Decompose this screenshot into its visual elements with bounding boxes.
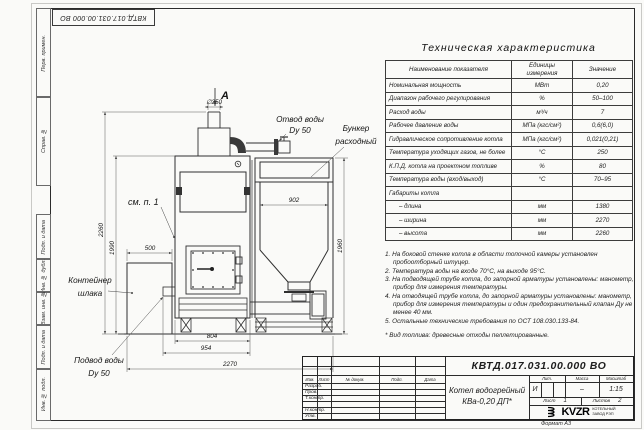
side-label-inv-dubl: Инв. № дубл. (36, 258, 51, 293)
col-parameter: Наименование показателя (386, 61, 512, 79)
dim-mid-width: 954 (200, 345, 212, 352)
dim-total-height: 2260 (98, 222, 105, 238)
door-hinge-bottom (236, 276, 242, 283)
outlet-valve (278, 141, 290, 153)
dim-boiler-width: 804 (206, 333, 218, 340)
dim-chimney-diameter-label: ∅250 (206, 99, 222, 106)
table-row-group: Габариты котла (386, 187, 633, 201)
boiler-feet (181, 318, 246, 332)
side-label-podp-data-1: Подп. и дата (36, 214, 51, 260)
slag-container (127, 263, 172, 334)
col-units: Единицы измерения (512, 61, 573, 79)
door-hinge-top (236, 257, 242, 264)
mass-value: – (580, 386, 584, 393)
outlet-flange (274, 139, 278, 155)
table-row: К.П.Д. котла на проектном топливе % 80 (386, 160, 633, 174)
format-note: Формат А3 (540, 421, 572, 427)
technical-notes (385, 251, 635, 340)
note-2: 2. Температура воды на входе 70°С, на выходе 95°С. (385, 267, 546, 275)
view-a-label: А (221, 90, 229, 102)
spec-table (385, 60, 633, 241)
label-water-out-2: Dy 50 (289, 126, 311, 135)
col-value: Значение (573, 61, 633, 79)
col-dokum: № докум. (345, 376, 365, 382)
boiler-assembly-drawing (50, 8, 394, 380)
col-data: Дата (424, 376, 436, 382)
table-row: – ширина мм 2270 (386, 214, 633, 228)
side-label-perv-primen: Перв. примен. (36, 8, 51, 98)
table-row: Гидравлическое сопротивление котла МПа (кгс/см²) 0,021(0,21) (386, 133, 633, 147)
scale-value: 1:15 (609, 386, 623, 393)
dim-container-width: 500 (144, 245, 156, 252)
panel-clamp-right (244, 187, 250, 195)
product-name: Котел водогрейный КВа-0,20 ДП* (448, 386, 526, 406)
note-5: 5. Остальные технические требования по ОСТ 108.030.133-84. (385, 317, 580, 325)
screw-feeder (250, 291, 326, 319)
label-slag-1: Контейнер (68, 276, 112, 285)
table-row: Расход воды м³/ч 7 (386, 106, 633, 120)
kvzr-logo-icon (546, 406, 558, 418)
label-water-out-1: Отвод воды (276, 115, 324, 124)
table-row: Диапазон рабочего регулирования % 50–100 (386, 92, 633, 106)
note-3: 3. На подводящей трубе котла, до запорной арматуры установлены: манометр, прибор для измерения температуры. (385, 276, 634, 292)
row-tkontr: Т.контр. (305, 395, 325, 401)
label-water-in-1: Подвод воды (74, 356, 124, 365)
leader-water-in (112, 297, 163, 355)
label-water-in-2: Dy 50 (88, 369, 110, 378)
sheets-cell: Листов 2 (592, 398, 622, 404)
title-block (302, 356, 634, 420)
row-utv: Утв. (305, 413, 316, 419)
label-hopper-2: расходный (335, 137, 377, 146)
hopper-frame (255, 318, 333, 332)
sheet-cell: Лист 1 (543, 398, 567, 404)
table-row: Рабочее давление воды МПа (кгс/см²) 0,6(6,0) (386, 119, 633, 133)
dim-hopper-height: 1960 (337, 238, 344, 254)
company-subtitle: КОТЕЛЬНЫЙ ЗАВОД РЭП (592, 407, 616, 416)
note-1: 1. На боковой стенке котла в области топочной камеры установлен пробоотборный штуцер. (385, 251, 598, 266)
side-label-vzam-inv: Взам. инв. № (36, 291, 51, 326)
dim-total-width: 2270 (222, 361, 238, 368)
side-label-podp-data-2: Подп. и дата (36, 324, 51, 370)
row-razrab: Разраб. (305, 383, 323, 389)
top-rotated-stamp: КВТД.017.031.00.000 ВО (52, 9, 155, 26)
lit-value: И (532, 386, 538, 393)
spec-header-row (386, 61, 633, 79)
table-row: Температура воды (вход/выход) °С 70–95 (386, 173, 633, 187)
panel-clamp-left (176, 187, 182, 195)
table-row: Номинальная мощность МВт 0,20 (386, 79, 633, 93)
dim-body-height: 1990 (109, 240, 116, 256)
hopper-spout (288, 282, 310, 290)
leader-slag (108, 291, 132, 293)
dim-hopper-width: 902 (288, 197, 300, 204)
col-list: Лист (318, 376, 330, 382)
scale-label: Масштаб (605, 376, 627, 381)
fuel-note: * Вид топлива: древесные отходы пеллетированные. (385, 332, 550, 340)
technical-characteristics (385, 42, 632, 241)
table-row: Температура уходящих газов, не более °С 250 (386, 146, 633, 160)
col-izm: Изм. (305, 376, 315, 382)
side-label-sprav-no: Справ. № (36, 96, 51, 186)
water-inlet-stub (163, 287, 175, 296)
table-row: – длина мм 1380 (386, 200, 633, 214)
row-nkontr: Н.контр. (305, 407, 326, 413)
mass-label: Масса (575, 376, 589, 381)
chimney (198, 112, 230, 156)
note-4: 4. На отводящей трубе котла, до запорной арматуры установлены: манометр, прибор для измерения температуры и один предохранительный клапан Ду не менее 40 мм. (385, 293, 633, 316)
label-slag-2: шлака (77, 289, 103, 298)
spec-table-title: Техническая характеристика (421, 42, 596, 54)
water-outlet-pipe (230, 137, 290, 155)
company-cell (529, 405, 633, 419)
ash-section (179, 298, 247, 318)
doc-number: КВТД.017.031.00.000 ВО (471, 360, 607, 372)
upper-panel (180, 172, 246, 212)
row-prov: Пров. (305, 389, 318, 395)
company-name: KVZR (561, 406, 590, 418)
label-hopper-1: Бункер (342, 124, 370, 133)
col-podp: Подп. (391, 376, 403, 382)
label-see-note: см. п. 1 (128, 197, 159, 207)
table-row: – высота мм 2260 (386, 227, 633, 241)
side-label-inv-podl: Инв. № подл. (36, 368, 51, 421)
lit-label: Лит. (541, 376, 553, 381)
leader-see-note (161, 207, 174, 237)
